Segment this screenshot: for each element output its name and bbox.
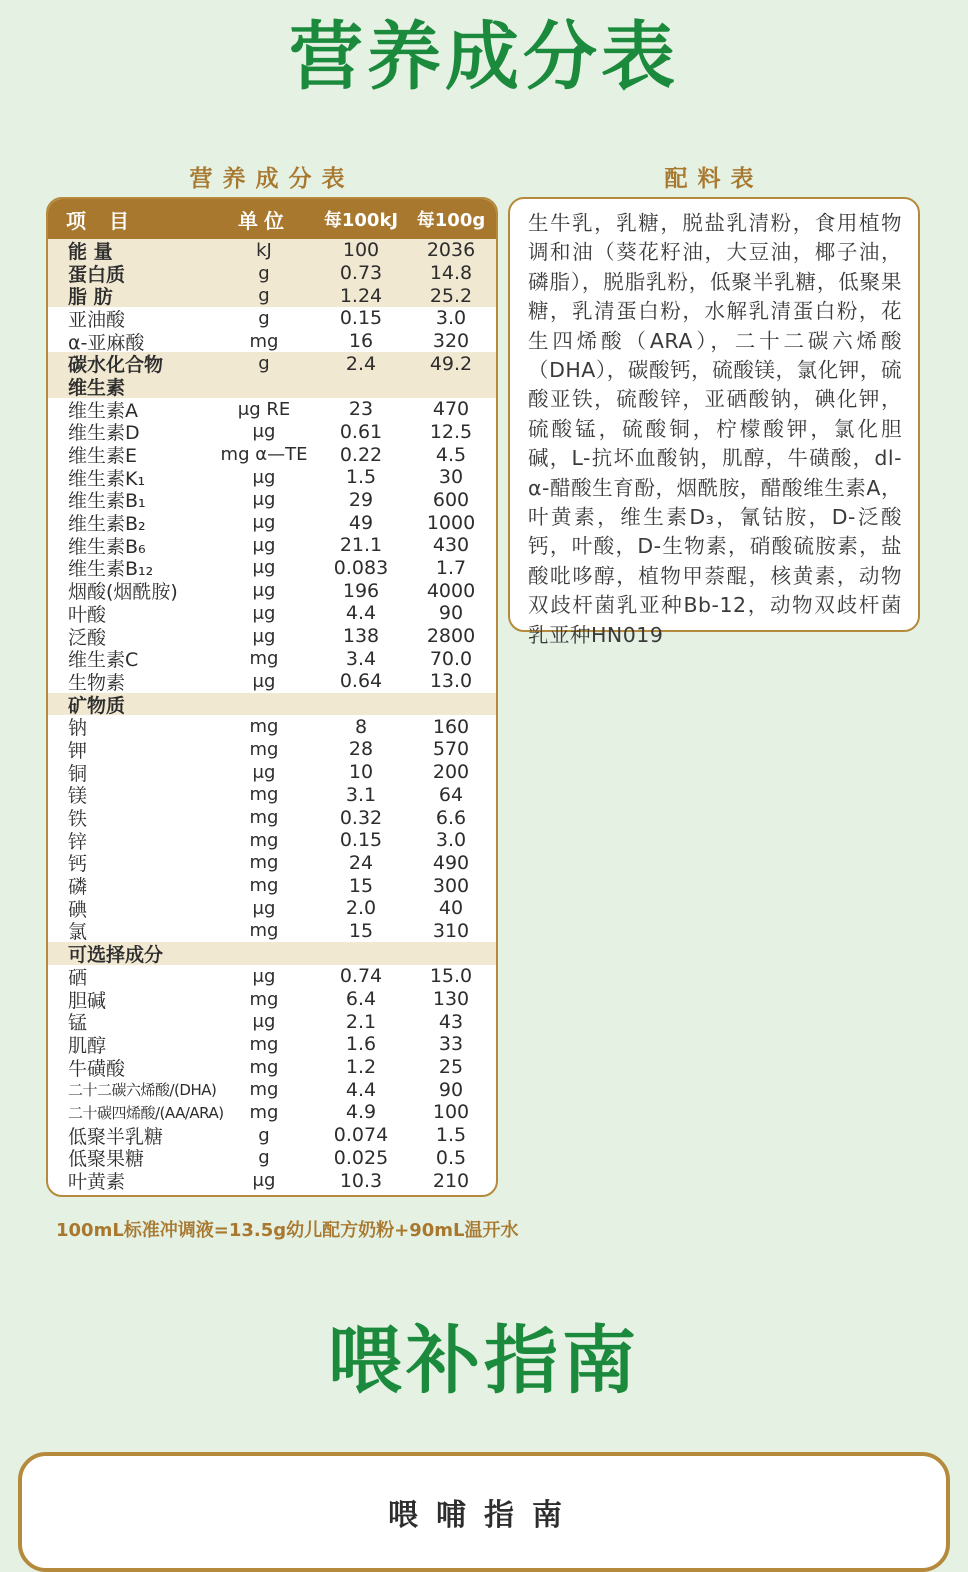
nutrient-name: 二十碳四烯酸/(AA/ARA)	[68, 1103, 224, 1122]
nutrient-name: 牛磺酸	[68, 1057, 126, 1080]
nutrient-name: 维生素B₁	[68, 490, 146, 513]
value-per-100g: 25	[438, 1056, 464, 1079]
nutrient-name: 铁	[68, 808, 88, 831]
value-per-100g: 33	[438, 1033, 464, 1056]
nutrient-unit: mg	[249, 1033, 279, 1055]
nutrient-name: 维生素A	[68, 399, 138, 422]
nutrient-unit: mg	[249, 1079, 279, 1101]
nutrient-unit: mg	[249, 738, 279, 760]
table-row	[48, 874, 496, 897]
nutrient-unit: mg	[249, 716, 279, 738]
value-per-100g: 600	[432, 488, 470, 511]
value-per-100kj: 1.2	[345, 1056, 377, 1079]
value-per-100kj: 0.22	[339, 443, 383, 466]
table-row	[48, 602, 496, 625]
value-per-100g: 4.5	[435, 443, 467, 466]
nutrient-unit: mg	[249, 852, 279, 874]
nutrient-unit: mg	[249, 648, 279, 670]
nutrient-unit: mg	[249, 330, 279, 352]
table-row	[48, 375, 496, 398]
nutrient-unit: μg	[252, 602, 276, 624]
value-per-100kj: 3.4	[345, 647, 377, 670]
nutrient-name: 亚油酸	[68, 308, 126, 331]
value-per-100g: 320	[432, 330, 470, 353]
value-per-100g: 490	[432, 851, 470, 874]
nutrient-name: 叶酸	[68, 603, 107, 626]
nutrient-unit: mg	[249, 1101, 279, 1123]
nutrient-name: 生物素	[68, 671, 126, 694]
value-per-100g: 70.0	[429, 647, 473, 670]
value-per-100g: 1000	[426, 511, 476, 534]
table-row	[48, 693, 496, 716]
table-row	[48, 1147, 496, 1170]
table-row	[48, 443, 496, 466]
value-per-100kj: 8	[354, 715, 368, 738]
table-row	[48, 466, 496, 489]
nutrient-unit: μg	[252, 489, 276, 511]
ingredients-box	[508, 197, 920, 647]
value-per-100kj: 10	[348, 761, 374, 784]
table-row	[48, 715, 496, 738]
table-row	[48, 1056, 496, 1079]
nutrient-unit: kJ	[256, 239, 272, 261]
value-per-100g: 200	[432, 761, 470, 784]
nutrient-unit: μg	[252, 1011, 276, 1033]
nutrient-unit: mg	[249, 875, 279, 897]
table-row	[48, 330, 496, 353]
table-header	[48, 199, 496, 239]
nutrition-table-label: 营养成分表	[189, 166, 355, 192]
value-per-100g: 25.2	[429, 284, 473, 307]
value-per-100kj: 10.3	[339, 1169, 383, 1192]
nutrient-name: 钾	[68, 739, 88, 762]
table-row	[48, 625, 496, 648]
value-per-100kj: 0.64	[339, 670, 383, 693]
nutrient-unit: μg	[252, 421, 276, 443]
table-row	[48, 738, 496, 761]
value-per-100g: 430	[432, 534, 470, 557]
nutrient-name: 维生素B₁₂	[68, 558, 154, 581]
header-per-100g: 每100g	[416, 210, 486, 231]
value-per-100kj: 138	[342, 625, 380, 648]
nutrient-unit: μg	[252, 580, 276, 602]
value-per-100kj: 1.6	[345, 1033, 377, 1056]
table-row	[48, 920, 496, 943]
table-row	[48, 829, 496, 852]
value-per-100g: 2036	[426, 239, 476, 262]
value-per-100g: 310	[432, 919, 470, 942]
nutrient-unit: mg	[249, 784, 279, 806]
nutrient-name: 叶黄素	[68, 1171, 126, 1194]
feeding-guide-box	[18, 1452, 950, 1572]
nutrient-name: 铜	[68, 762, 88, 785]
table-row	[48, 1101, 496, 1124]
value-per-100kj: 28	[348, 738, 374, 761]
nutrient-name: 锰	[68, 1012, 88, 1035]
table-row	[48, 262, 496, 285]
table-row	[48, 398, 496, 421]
nutrient-unit: g	[258, 307, 270, 329]
table-row	[48, 284, 496, 307]
table-body	[48, 239, 496, 1192]
value-per-100kj: 49	[348, 511, 374, 534]
nutrient-name: 低聚果糖	[68, 1148, 145, 1171]
value-per-100kj: 24	[348, 851, 374, 874]
table-row	[48, 1033, 496, 1056]
nutrient-unit: mg α—TE	[220, 444, 308, 466]
nutrient-unit: μg	[252, 965, 276, 987]
nutrient-unit: mg	[249, 829, 279, 851]
table-row	[48, 670, 496, 693]
table-row	[48, 761, 496, 784]
table-row	[48, 965, 496, 988]
value-per-100kj: 23	[348, 398, 374, 421]
value-per-100g: 64	[438, 783, 464, 806]
nutrient-name: 锌	[68, 830, 88, 853]
nutrient-unit: g	[258, 285, 270, 307]
table-row	[48, 852, 496, 875]
value-per-100kj: 0.73	[339, 262, 383, 285]
value-per-100kj: 4.4	[345, 602, 377, 625]
value-per-100g: 12.5	[429, 420, 473, 443]
value-per-100kj: 0.15	[339, 829, 383, 852]
nutrient-unit: mg	[249, 807, 279, 829]
table-row	[48, 806, 496, 829]
page-title: 营养成分表	[289, 14, 679, 100]
nutrient-name: 钙	[68, 853, 88, 876]
value-per-100kj: 4.9	[345, 1101, 377, 1124]
value-per-100kj: 100	[342, 239, 380, 262]
nutrient-name: 维生素B₆	[68, 535, 146, 558]
nutrient-unit: μg	[252, 625, 276, 647]
nutrient-name: 磷	[68, 876, 88, 899]
table-row	[48, 942, 496, 965]
value-per-100kj: 16	[348, 330, 374, 353]
feeding-guide-box-title: 喂哺指南	[388, 1498, 580, 1533]
nutrient-name: 硒	[68, 966, 88, 989]
value-per-100g: 3.0	[435, 307, 467, 330]
nutrient-name: 低聚半乳糖	[68, 1125, 164, 1148]
nutrient-unit: g	[258, 1147, 270, 1169]
nutrient-name: 碳水化合物	[68, 354, 164, 377]
value-per-100g: 49.2	[429, 352, 473, 375]
table-row	[48, 897, 496, 920]
nutrient-unit: mg	[249, 920, 279, 942]
table-row	[48, 557, 496, 580]
value-per-100g: 90	[438, 1078, 464, 1101]
nutrient-name: 矿物质	[68, 694, 126, 717]
value-per-100g: 1.5	[435, 1124, 467, 1147]
value-per-100g: 160	[432, 715, 470, 738]
value-per-100kj: 2.4	[345, 352, 377, 375]
value-per-100g: 300	[432, 874, 470, 897]
nutrient-unit: μg	[252, 466, 276, 488]
value-per-100g: 14.8	[429, 262, 473, 285]
value-per-100g: 0.5	[435, 1146, 467, 1169]
value-per-100kj: 0.61	[339, 420, 383, 443]
table-row	[48, 352, 496, 375]
nutrient-name: 碘	[68, 898, 88, 921]
table-row	[48, 988, 496, 1011]
nutrient-name: 维生素K₁	[68, 467, 146, 490]
table-row	[48, 1124, 496, 1147]
table-row	[48, 579, 496, 602]
nutrient-unit: μg	[252, 670, 276, 692]
nutrient-name: 脂 肪	[68, 286, 113, 309]
ingredients-label: 配料表	[664, 166, 764, 192]
value-per-100g: 15.0	[429, 965, 473, 988]
value-per-100kj: 0.074	[333, 1124, 389, 1147]
value-per-100kj: 1.24	[339, 284, 383, 307]
value-per-100g: 4000	[426, 579, 476, 602]
ingredients-text: 生牛乳，乳糖，脱盐乳清粉，食用植物调和油（葵花籽油，大豆油，椰子油，磷脂），脱脂乳粉，低聚半乳糖，低聚果糖，乳清蛋白粉，水解乳清蛋白粉，花生四烯酸（ARA），二十二碳六烯酸（DHA），碳酸钙，硫酸镁，氯化钾，硫酸亚铁，硫酸锌，亚硒酸钠，碘化钾，硫酸锰，硫酸铜，柠檬酸钾，氯化胆碱，L-抗坏血酸钠，肌醇，牛磺酸，dl-α-醋酸生育酚，烟酰胺，醋酸维生素A，叶黄素，维生素D₃，氰钴胺，D-泛酸钙，叶酸，D-生物素，硝酸硫胺素，盐酸吡哆醇，植物甲萘醌，核黄素，动物双歧杆菌乳亚种Bb-12，动物双歧杆菌乳亚种HN019	[528, 211, 902, 647]
table-row	[48, 239, 496, 262]
value-per-100g: 6.6	[435, 806, 467, 829]
table-row	[48, 489, 496, 512]
table-row	[48, 421, 496, 444]
value-per-100g: 570	[432, 738, 470, 761]
table-row	[48, 307, 496, 330]
nutrient-unit: g	[258, 1124, 270, 1146]
table-row	[48, 534, 496, 557]
nutrient-unit: μg	[252, 1170, 276, 1192]
nutrient-name: 维生素D	[68, 422, 140, 445]
table-row	[48, 1078, 496, 1101]
nutrient-name: 维生素C	[68, 649, 139, 672]
value-per-100g: 3.0	[435, 829, 467, 852]
nutrient-name: 钠	[68, 717, 88, 740]
nutrient-name: 可选择成分	[68, 944, 164, 967]
value-per-100kj: 21.1	[339, 534, 383, 557]
nutrient-name: 氯	[68, 921, 88, 944]
value-per-100kj: 3.1	[345, 783, 377, 806]
nutrient-name: 烟酸(烟酰胺)	[68, 581, 178, 604]
value-per-100g: 90	[438, 602, 464, 625]
value-per-100g: 13.0	[429, 670, 473, 693]
value-per-100kj: 6.4	[345, 988, 377, 1011]
nutrient-unit: μg	[252, 761, 276, 783]
nutrient-unit: μg RE	[237, 398, 291, 420]
nutrient-unit: μg	[252, 557, 276, 579]
header-unit: 单位	[238, 208, 290, 233]
value-per-100kj: 196	[342, 579, 380, 602]
footnote: 100mL标准冲调液=13.5g幼儿配方奶粉+90mL温开水	[56, 1220, 519, 1241]
value-per-100kj: 0.74	[339, 965, 383, 988]
value-per-100g: 1.7	[435, 556, 467, 579]
table-row	[48, 784, 496, 807]
nutrient-name: 能 量	[68, 240, 113, 263]
value-per-100kj: 0.025	[333, 1146, 389, 1169]
value-per-100kj: 0.15	[339, 307, 383, 330]
nutrient-name: 维生素	[68, 376, 126, 399]
value-per-100g: 30	[438, 466, 464, 489]
value-per-100g: 210	[432, 1169, 470, 1192]
nutrient-name: α-亚麻酸	[68, 331, 145, 354]
value-per-100kj: 15	[348, 874, 374, 897]
nutrient-unit: μg	[252, 897, 276, 919]
value-per-100kj: 4.4	[345, 1078, 377, 1101]
value-per-100kj: 0.083	[333, 556, 389, 579]
value-per-100g: 130	[432, 988, 470, 1011]
table-row	[48, 1169, 496, 1192]
value-per-100g: 40	[438, 897, 464, 920]
value-per-100kj: 29	[348, 488, 374, 511]
value-per-100g: 100	[432, 1101, 470, 1124]
value-per-100g: 2800	[426, 625, 476, 648]
nutrient-name: 泛酸	[68, 626, 107, 649]
table-row	[48, 1010, 496, 1033]
nutrient-name: 胆碱	[68, 989, 107, 1012]
nutrient-unit: g	[258, 353, 270, 375]
table-row	[48, 511, 496, 534]
value-per-100kj: 2.0	[345, 897, 377, 920]
nutrient-unit: mg	[249, 1056, 279, 1078]
value-per-100g: 470	[432, 398, 470, 421]
nutrient-unit: μg	[252, 534, 276, 556]
table-row	[48, 647, 496, 670]
nutrient-name: 肌醇	[68, 1034, 107, 1057]
nutrient-name: 蛋白质	[68, 263, 126, 286]
nutrient-unit: g	[258, 262, 270, 284]
nutrient-name: 维生素B₂	[68, 513, 146, 536]
nutrient-name: 二十二碳六烯酸/(DHA)	[68, 1081, 217, 1100]
nutrient-name: 维生素E	[68, 445, 138, 468]
value-per-100kj: 2.1	[345, 1010, 377, 1033]
feeding-guide-title: 喂补指南	[328, 1318, 640, 1404]
value-per-100kj: 15	[348, 919, 374, 942]
nutrient-unit: μg	[252, 512, 276, 534]
header-item: 项 目	[66, 208, 137, 233]
nutrient-name: 镁	[68, 785, 88, 808]
nutrient-unit: mg	[249, 988, 279, 1010]
value-per-100kj: 0.32	[339, 806, 383, 829]
value-per-100g: 43	[438, 1010, 464, 1033]
nutrition-table	[46, 197, 498, 1197]
header-per-100kj: 每100kJ	[323, 210, 399, 231]
value-per-100kj: 1.5	[345, 466, 377, 489]
